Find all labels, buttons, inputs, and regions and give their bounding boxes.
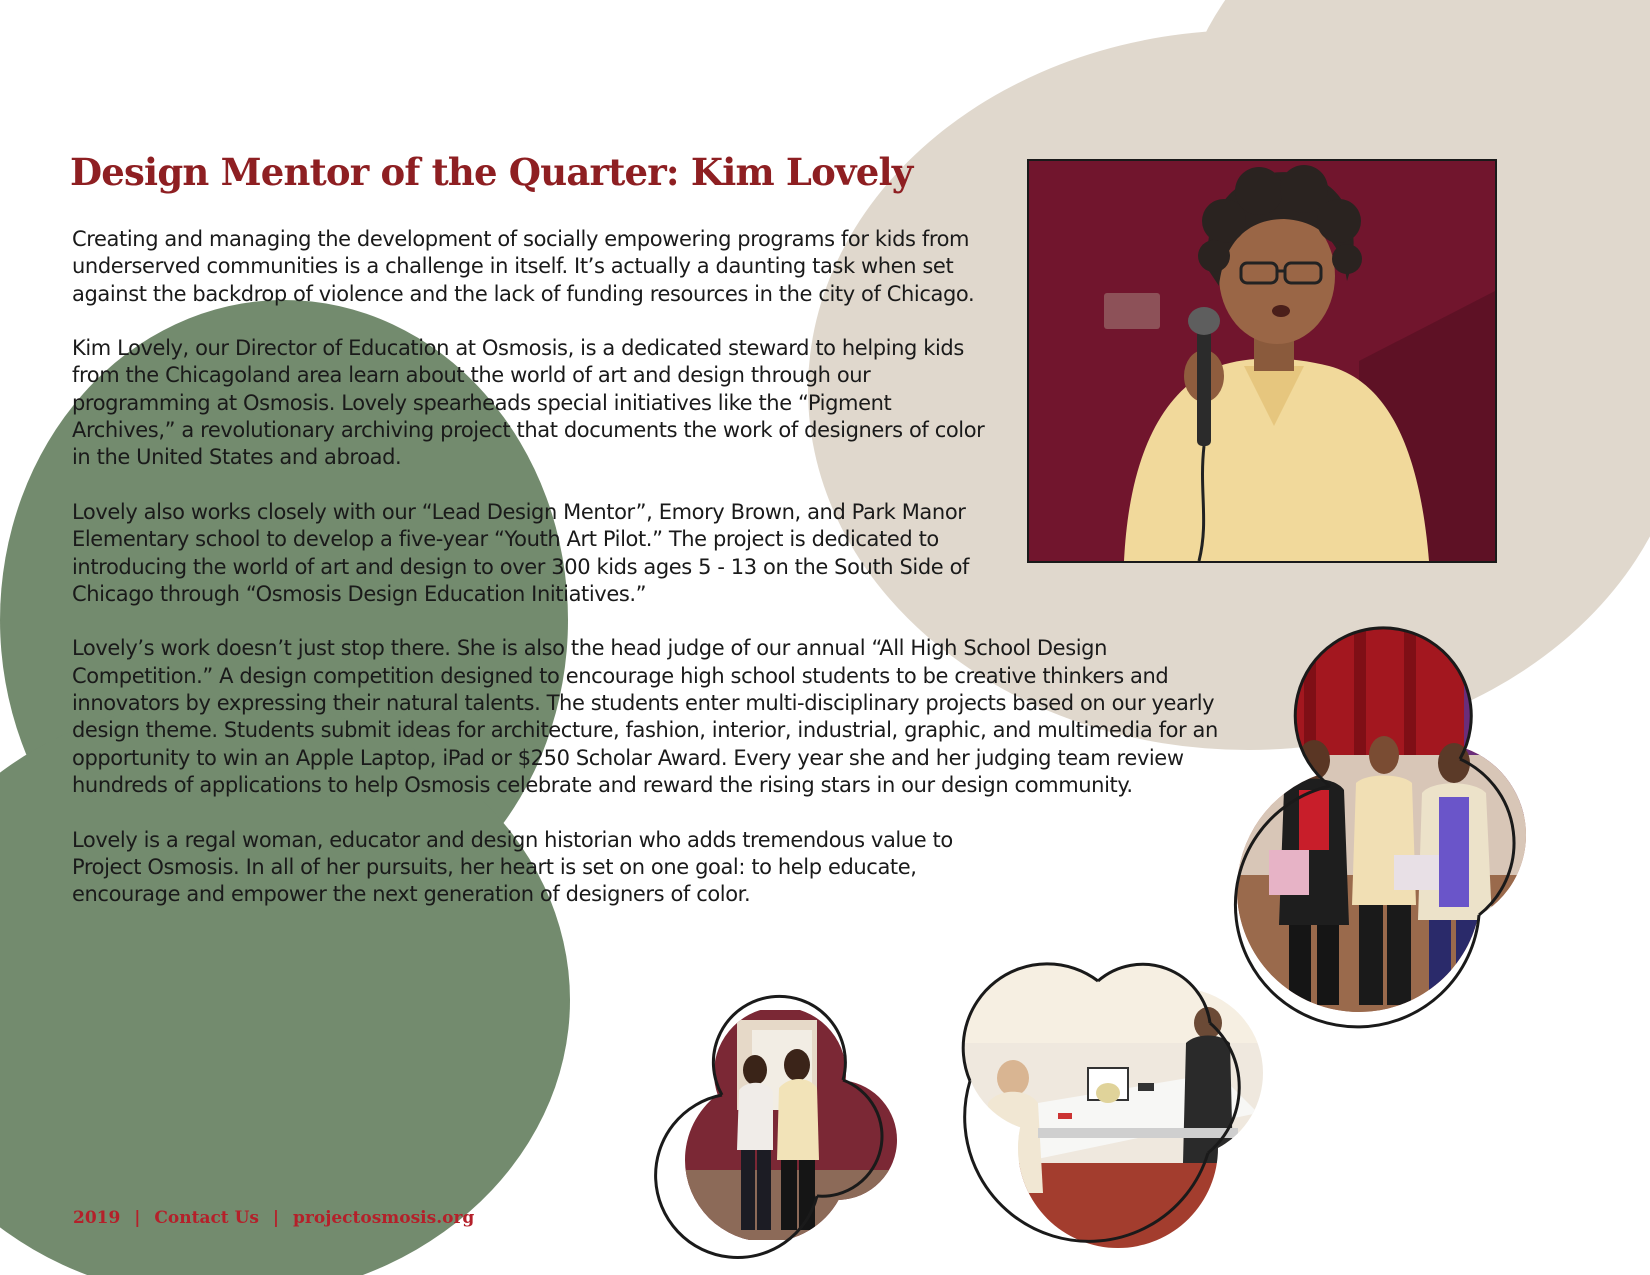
page-footer — [73, 1208, 474, 1228]
footer-separator: | — [134, 1208, 141, 1228]
paragraph-director: Kim Lovely, our Director of Education at Osmosis, is a dedicated steward to helping kids from the Chicagoland area learn about the world of art and design through our programming at Osmosis. Lovely spearheads special initiatives like the “Pigment Archives,” a revolutionary archiving project that documents the work of designers of color in the United States and abroad. — [72, 336, 985, 470]
award-group-photo — [1234, 625, 1534, 1020]
paragraph-intro: Creating and managing the development of socially empowering programs for kids from underserved communities is a challenge in itself. It’s actually a daunting task when set against the backdrop of violence and the lack of funding resources in the city of Chicago. — [72, 227, 975, 306]
portrait-photo-kim-lovely — [1027, 159, 1497, 563]
footer-separator: | — [272, 1208, 280, 1228]
footer-website-link[interactable]: projectosmosis.org — [293, 1208, 475, 1228]
art-class-photo — [958, 963, 1268, 1263]
students-photo — [677, 1010, 907, 1240]
portrait-illustration — [1029, 161, 1495, 561]
footer-year: 2019 — [73, 1208, 121, 1228]
page-title: Design Mentor of the Quarter: Kim Lovely — [70, 150, 913, 194]
paragraph-youth-art-pilot: Lovely also works closely with our “Lead Design Mentor”, Emory Brown, and Park Manor Elementary school to develop a five-year “Youth Art Pilot.” The project is dedicated to introducing the world of art and design to over 300 kids ages 5 - 13 on the South Side of Chicago through “Osmosis Design Education Initiatives.” — [72, 499, 970, 606]
paragraph-closing: Lovely is a regal woman, educator and design historian who adds tremendous value to Project Osmosis. In all of her pursuits, her heart is set on one goal: to help educate, encourage and empower the next generation of designers of color. — [72, 827, 953, 907]
footer-contact-link[interactable]: Contact Us — [154, 1208, 259, 1228]
paragraph-competition: Lovely’s work doesn’t just stop there. She is also the head judge of our annual “All High School Design Competition.” A design competition designed to encourage high school students to be creative thinkers and innovators by expressing their natural talents. The students enter multi-disciplinary projects based on our yearly design theme. Students submit ideas for architecture, fashion, interior, industrial, graphic, and multimedia for an opportunity to win an Apple Laptop, iPad or $250 Scholar Award. Every year she and her judging team review hundreds of applications to help Osmosis celebrate and reward the rising stars in our design community. — [72, 636, 1218, 797]
